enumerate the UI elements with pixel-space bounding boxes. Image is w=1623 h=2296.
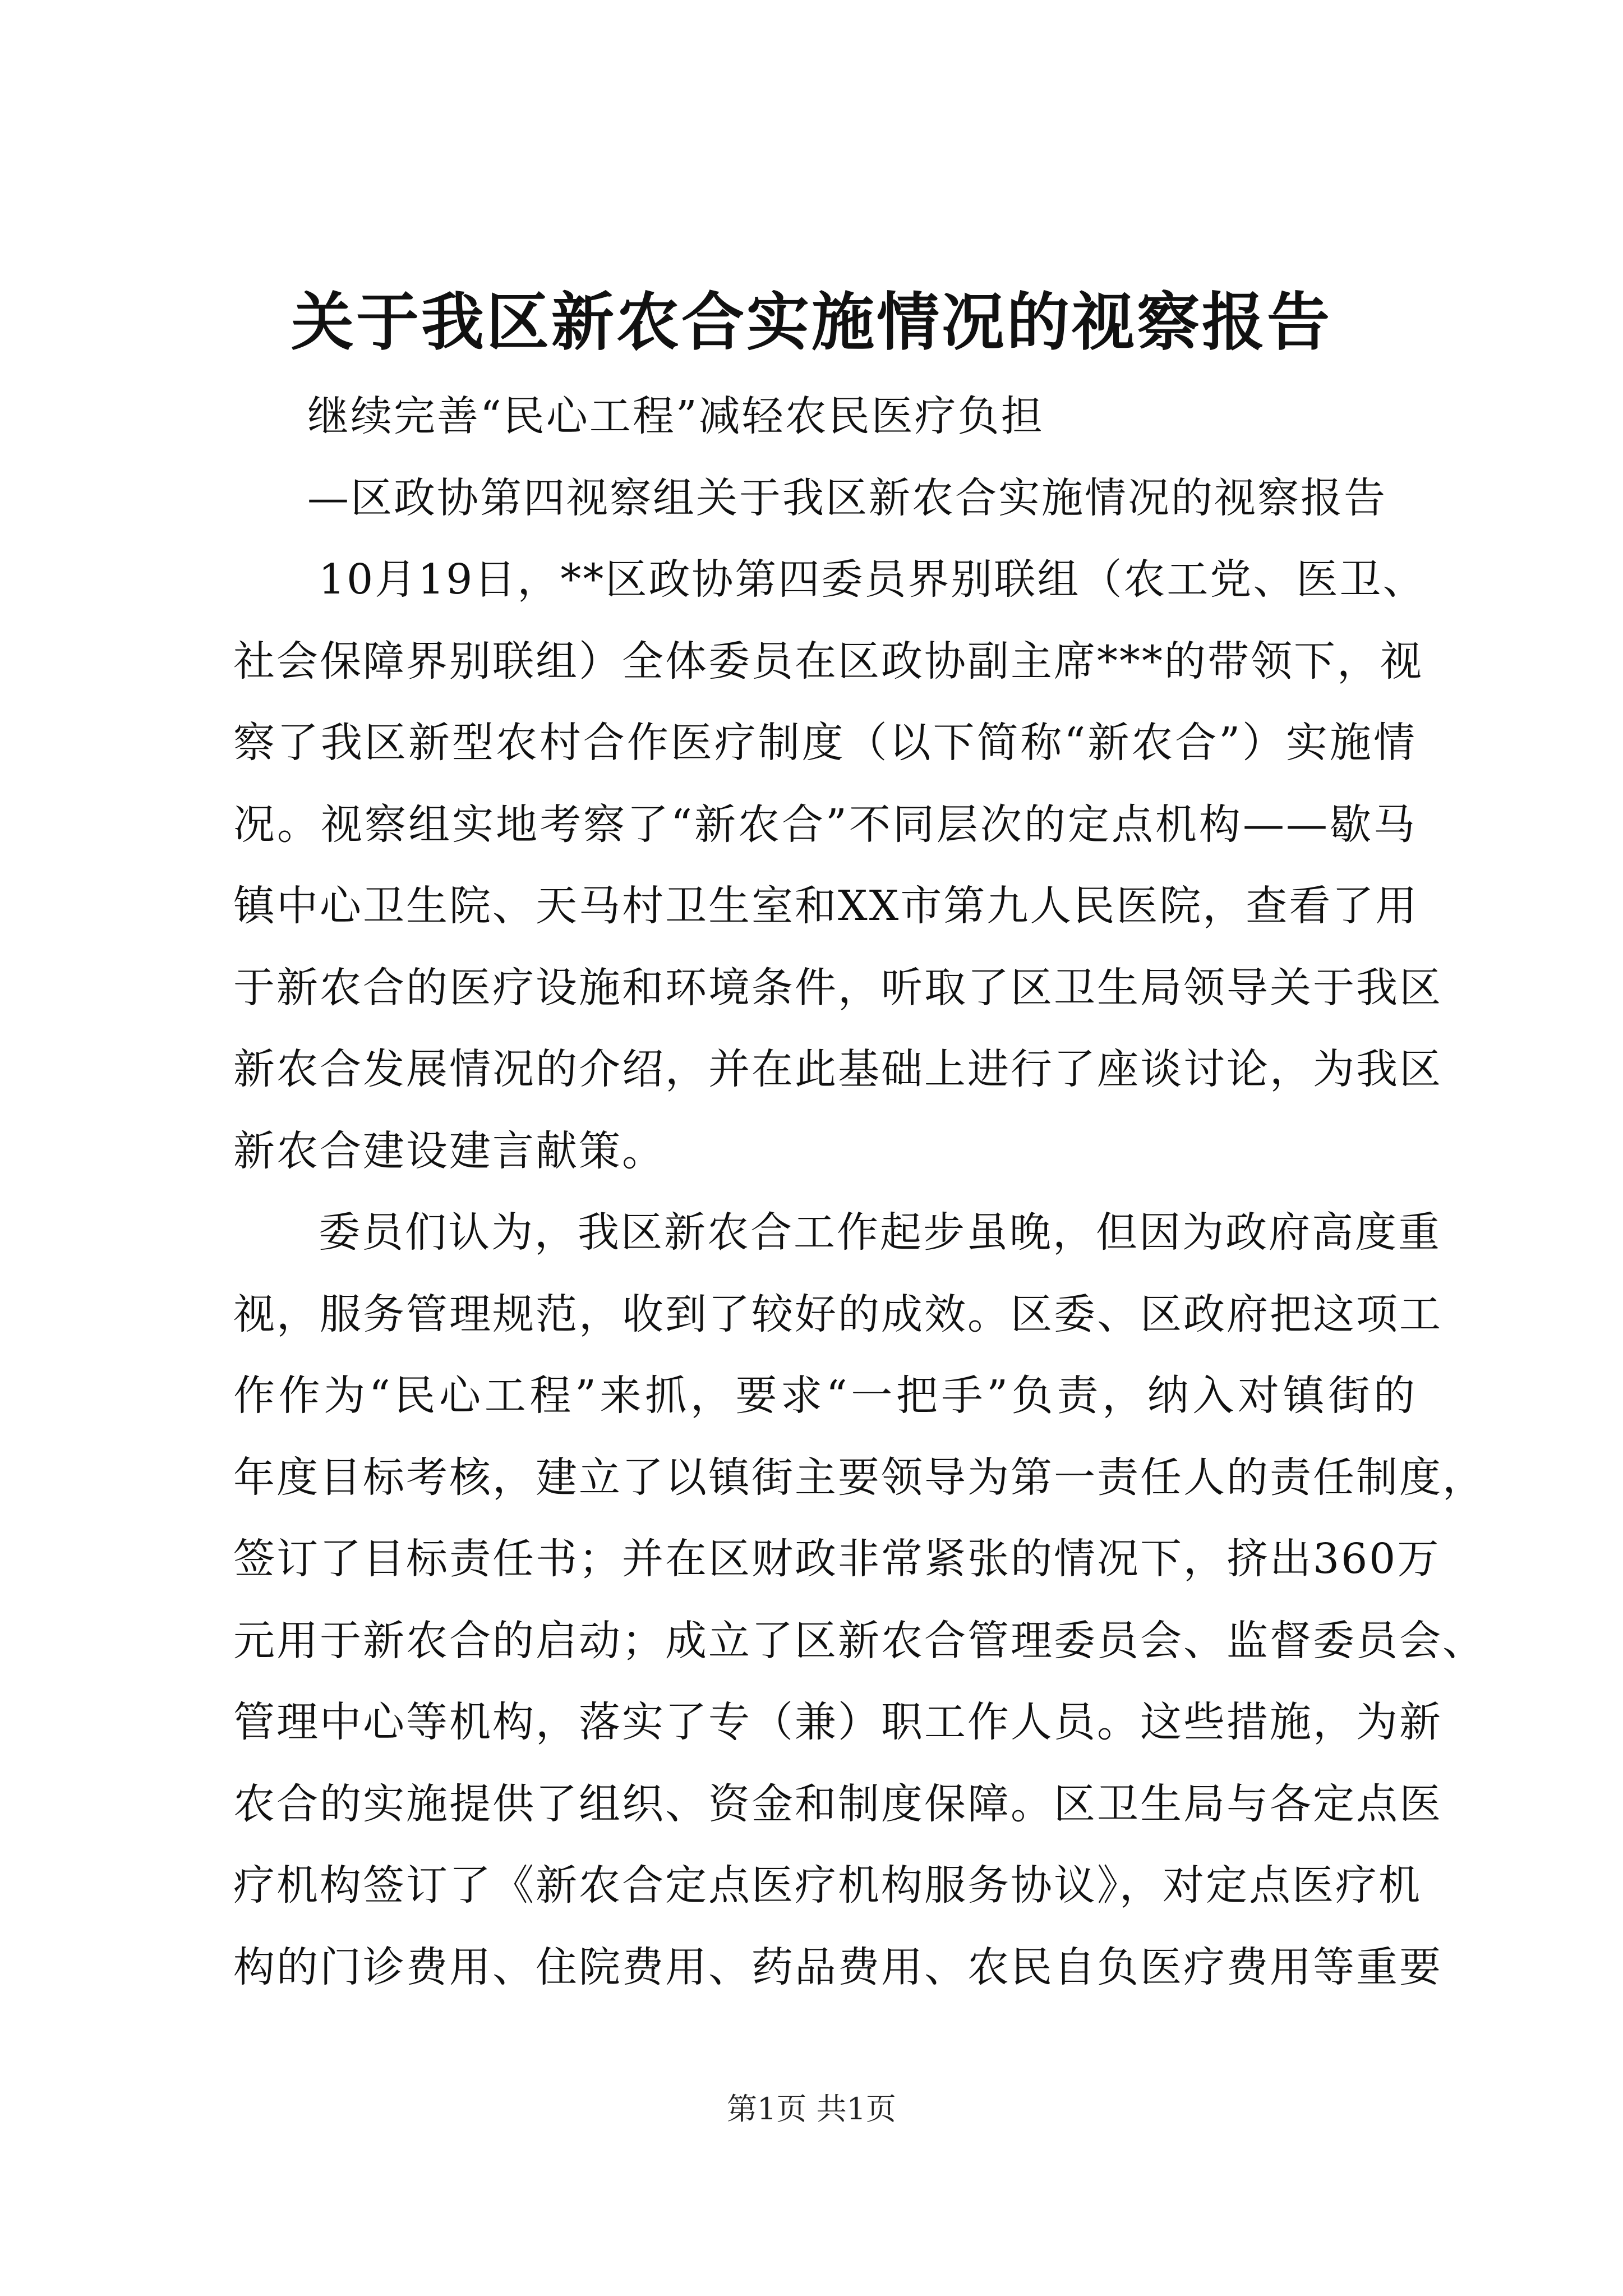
paragraph-1-line: 10月19日，**区政协第四委员界别联组（农工党、医卫、	[319, 555, 1426, 604]
document-body	[233, 376, 1486, 2008]
paragraph-1-line: 社会保障界别联组）全体委员在区政协副主席***的带领下，视	[233, 637, 1423, 685]
paragraph-1-line: 察了我区新型农村合作医疗制度（以下简称“新农合”）实施情	[233, 719, 1417, 767]
paragraph-2-line: 元用于新农合的启动；成立了区新农合管理委员会、监督委员会、	[233, 1616, 1486, 1665]
paragraph-1-line: 镇中心卫生院、天马村卫生室和XX市第九人民医院，查看了用	[233, 882, 1419, 930]
paragraph-2-line: 年度目标考核，建立了以镇街主要领导为第一责任人的责任制度，	[233, 1453, 1486, 1502]
paragraph-2-line: 农合的实施提供了组织、资金和制度保障。区卫生局与各定点医	[233, 1779, 1442, 1828]
paragraph-2-line: 构的门诊费用、住院费用、药品费用、农民自负医疗费用等重要	[233, 1943, 1442, 1991]
paragraph-1-line: 于新农合的医疗设施和环境条件，听取了区卫生局领导关于我区	[233, 963, 1442, 1012]
subtitle-line-1: 继续完善“民心工程”减轻农民医疗负担	[307, 392, 1044, 440]
paragraph-1-line: 新农合发展情况的介绍，并在此基础上进行了座谈讨论，为我区	[233, 1045, 1442, 1093]
paragraph-1-line: 况。视察组实地考察了“新农合”不同层次的定点机构——歇马	[233, 800, 1417, 849]
paragraph-2-line: 作作为“民心工程”来抓，要求“一把手”负责，纳入对镇街的	[233, 1372, 1417, 1420]
paragraph-2-line: 管理中心等机构，落实了专（兼）职工作人员。这些措施，为新	[233, 1698, 1442, 1746]
document-title: 关于我区新农合实施情况的视察报告	[291, 286, 1332, 359]
page-footer: 第1页 共1页	[727, 2091, 896, 2127]
paragraph-2-line: 签订了目标责任书；并在区财政非常紧张的情况下，挤出360万	[233, 1535, 1441, 1583]
paragraph-2-line: 委员们认为，我区新农合工作起步虽晚，但因为政府高度重	[319, 1208, 1441, 1257]
subtitle-line-2: —区政协第四视察组关于我区新农合实施情况的视察报告	[307, 473, 1387, 522]
paragraph-1-line: 新农合建设建言献策。	[233, 1126, 665, 1175]
paragraph-2-line: 疗机构签订了《新农合定点医疗机构服务协议》，对定点医疗机	[233, 1861, 1422, 1910]
paragraph-2-line: 视，服务管理规范，收到了较好的成效。区委、区政府把这项工	[233, 1290, 1442, 1338]
